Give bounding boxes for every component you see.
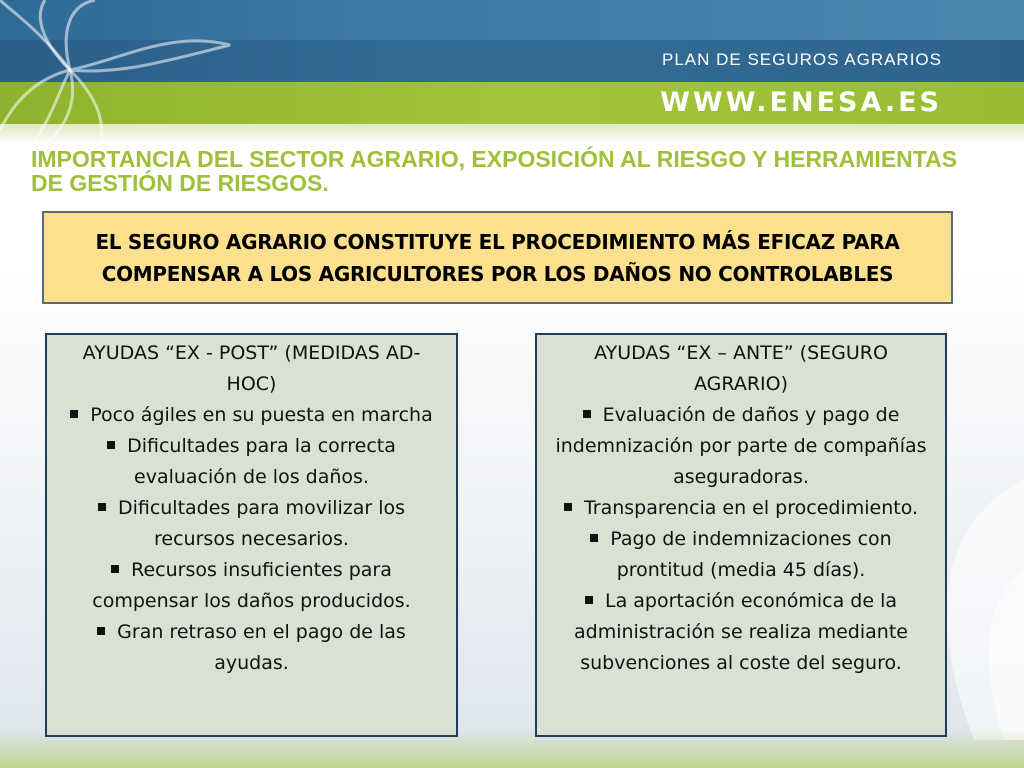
list-item [553, 400, 929, 493]
square-bullet-icon [107, 441, 115, 449]
ex-post-panel [45, 333, 458, 737]
list-item [553, 586, 929, 679]
square-bullet-icon [98, 503, 106, 511]
highlight-box [42, 211, 953, 304]
list-item [63, 555, 440, 617]
list-item-text: Poco ágiles en su puesta en marcha [90, 404, 433, 426]
list-item [63, 493, 440, 555]
list-item-text: Transparencia en el procedimiento. [583, 497, 919, 519]
list-item [553, 524, 929, 586]
square-bullet-icon [564, 503, 572, 511]
list-item-text: Pago de indemnizaciones con prontitud (media 45 días). [610, 528, 892, 581]
ex-ante-list [553, 400, 929, 679]
ex-ante-heading: AYUDAS “EX – ANTE” (SEGURO AGRARIO) [594, 342, 888, 395]
ex-post-heading: AYUDAS “EX - POST” (MEDIDAS AD-HOC) [82, 342, 421, 395]
list-item-text: Gran retraso en el pago de las ayudas. [117, 621, 406, 674]
highlight-text: EL SEGURO AGRARIO CONSTITUYE EL PROCEDIMIENTO MÁS EFICAZ PARA COMPENSAR A LOS AGRICULTORES POR LOS DAÑOS NO CONTROLABLES [95, 229, 900, 286]
list-item [63, 431, 440, 493]
plan-title: PLAN DE SEGUROS AGRARIOS [661, 50, 942, 69]
website-url[interactable]: WWW.ENESA.ES [660, 87, 942, 118]
square-bullet-icon [585, 596, 593, 604]
ex-ante-panel [535, 333, 947, 737]
list-item [553, 493, 929, 524]
slide-title: IMPORTANCIA DEL SECTOR AGRARIO, EXPOSICIÓN AL RIESGO Y HERRAMIENTAS DE GESTIÓN DE RIESGOS. [31, 146, 958, 196]
square-bullet-icon [590, 534, 598, 542]
list-item [63, 617, 440, 679]
list-item-text: Dificultades para movilizar los recursos necesarios. [117, 497, 406, 550]
list-item-text: Dificultades para la correcta evaluación de los daños. [127, 435, 396, 488]
square-bullet-icon [70, 410, 78, 418]
list-item-text: La aportación económica de la administración se realiza mediante subvenciones al coste del seguro. [574, 590, 908, 674]
square-bullet-icon [583, 410, 591, 418]
ex-post-list [63, 400, 440, 679]
list-item-text: Evaluación de daños y pago de indemnización por parte de compañías aseguradoras. [555, 404, 927, 488]
flower-decoration-icon [0, 0, 260, 170]
square-bullet-icon [111, 565, 119, 573]
list-item-text: Recursos insuficientes para compensar los daños producidos. [92, 559, 411, 612]
square-bullet-icon [97, 627, 105, 635]
list-item [63, 400, 440, 431]
